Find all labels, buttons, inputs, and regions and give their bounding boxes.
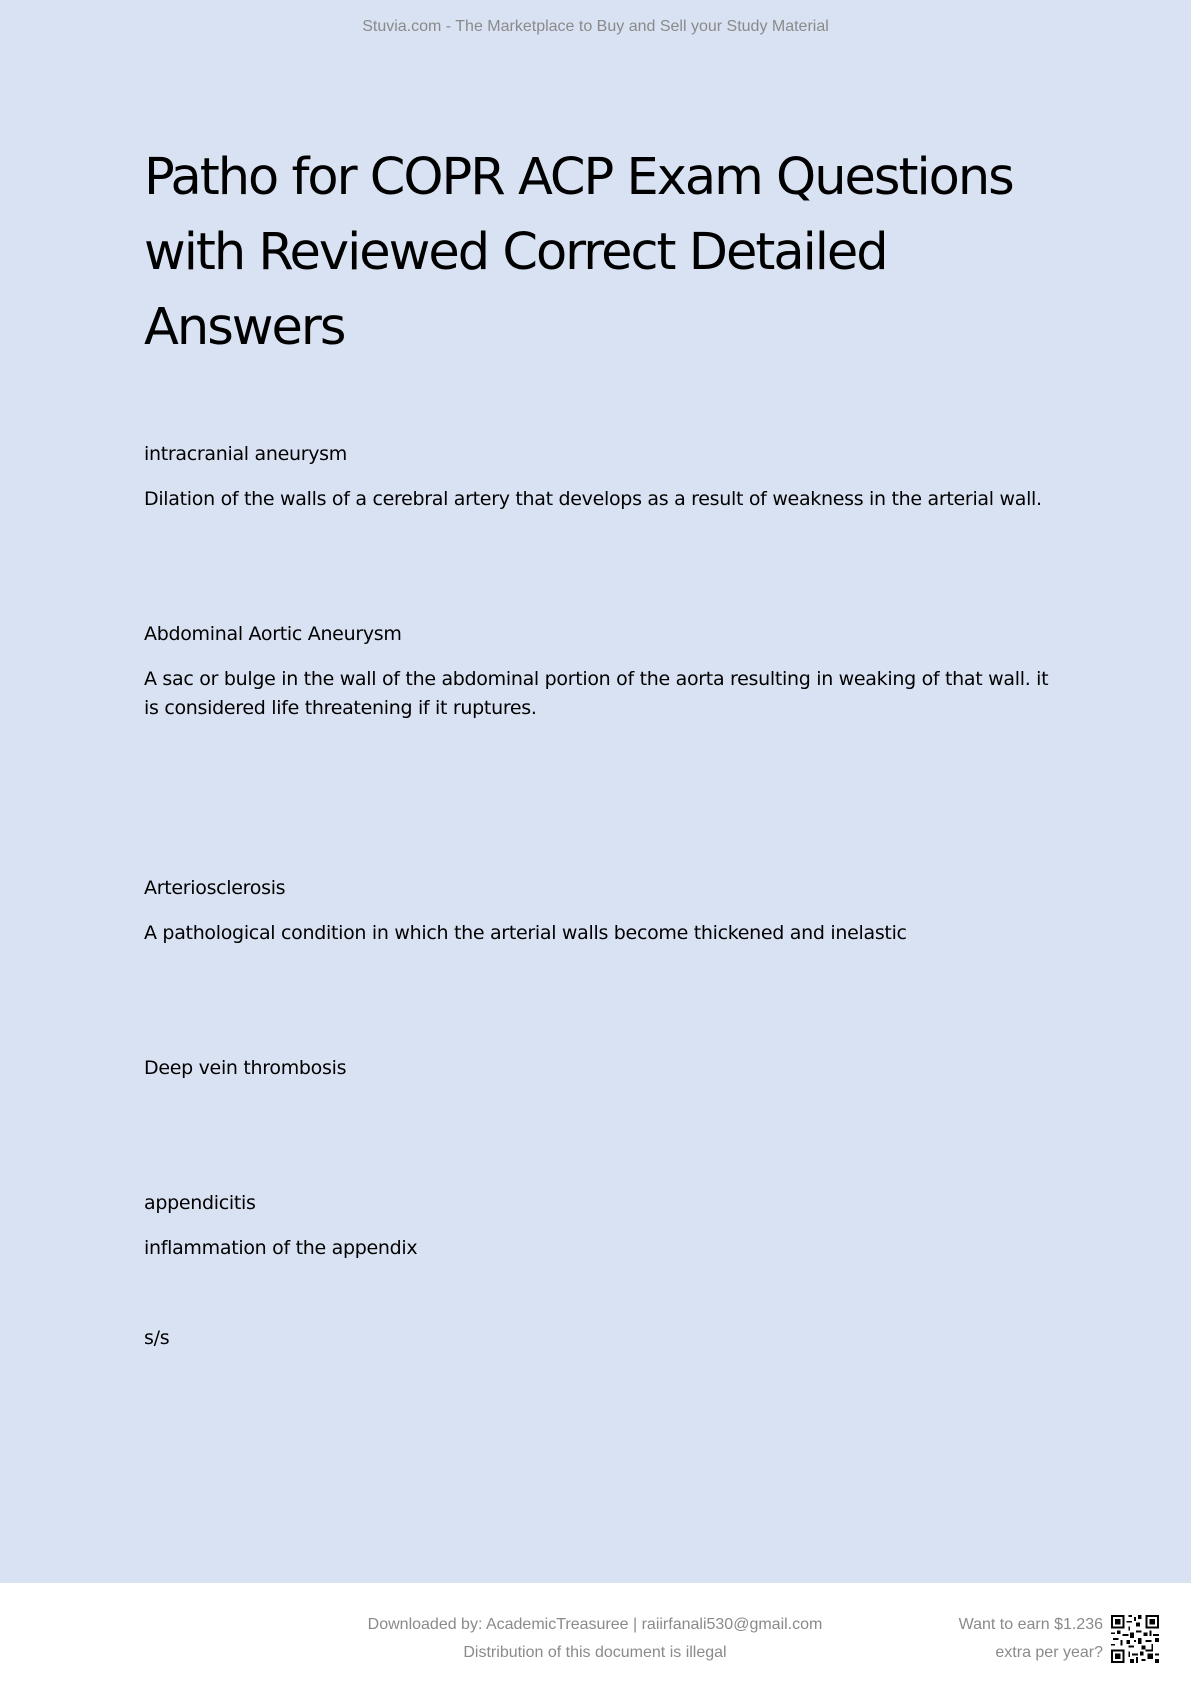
entry-definition: inflammation of the appendix	[144, 1237, 418, 1259]
entry-term: intracranial aneurysm	[144, 443, 347, 465]
entry-definition: Dilation of the walls of a cerebral artery that develops as a result of weakness in the arterial wall.	[144, 488, 1042, 510]
downloaded-by-text: Downloaded by: AcademicTreasuree | raiirfanali530@gmail.com	[367, 1616, 823, 1633]
entry-term: Abdominal Aortic Aneurysm	[144, 623, 402, 645]
earn-promo-line-1[interactable]: Want to earn $1.236	[958, 1616, 1103, 1633]
entry-term: Deep vein thrombosis	[144, 1057, 347, 1079]
stuvia-watermark: Stuvia.com - The Marketplace to Buy and Sell your Study Material	[362, 18, 829, 35]
entry-term: s/s	[144, 1327, 170, 1349]
entry-arteriosclerosis	[144, 875, 1064, 948]
entry-signs-symptoms	[144, 1325, 1064, 1351]
qr-code-icon[interactable]	[1111, 1615, 1159, 1663]
entry-abdominal-aortic-aneurysm	[144, 621, 1064, 723]
entry-appendicitis	[144, 1190, 1064, 1263]
entry-term: Arteriosclerosis	[144, 877, 286, 899]
entry-intracranial-aneurysm	[144, 441, 1064, 514]
download-footer	[0, 1583, 1191, 1684]
entry-definition: A pathological condition in which the arterial walls become thickened and inelastic	[144, 922, 907, 944]
earn-promo-line-2[interactable]: extra per year?	[995, 1644, 1103, 1661]
entry-definition: A sac or bulge in the wall of the abdominal portion of the aorta resulting in weaking of that wall. it is considered life threatening if it ruptures.	[144, 668, 1049, 719]
entry-deep-vein-thrombosis	[144, 1055, 1064, 1081]
distribution-notice: Distribution of this document is illegal	[463, 1644, 727, 1661]
document-title: Patho for COPR ACP Exam Questions with Reviewed Correct Detailed Answers	[144, 148, 1013, 357]
entry-term: appendicitis	[144, 1192, 256, 1214]
